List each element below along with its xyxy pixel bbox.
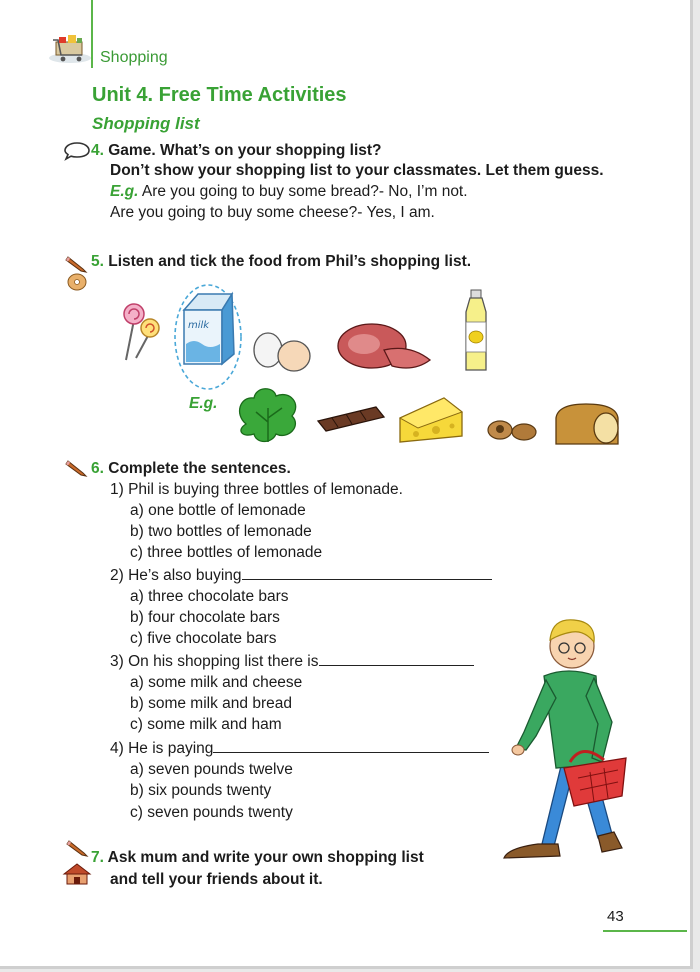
eggs-icon[interactable] bbox=[248, 330, 314, 374]
ex6-item3-option-a[interactable]: a) some milk and cheese bbox=[130, 674, 303, 691]
cheese-icon[interactable] bbox=[396, 394, 466, 446]
ex4-instruction: Don’t show your shopping list to your classmates. Let them guess. bbox=[110, 162, 604, 179]
answer-blank[interactable] bbox=[242, 565, 492, 580]
unit-title: Unit 4. Free Time Activities bbox=[92, 84, 347, 106]
cookies-icon[interactable] bbox=[484, 414, 540, 444]
ex4-example-1: E.g. Are you going to buy some bread?- No, I’m not. bbox=[110, 183, 468, 200]
ex6-item3-option-c[interactable]: c) some milk and ham bbox=[130, 716, 282, 733]
pencil-icon bbox=[66, 838, 90, 858]
ex6-item3-stem: 3) On his shopping list there is bbox=[110, 651, 474, 672]
page-number-rule bbox=[603, 930, 687, 932]
answer-blank[interactable] bbox=[213, 738, 489, 753]
ex6-item2-stem: 2) He’s also buying bbox=[110, 565, 492, 586]
boy-with-basket-illustration bbox=[498, 612, 638, 868]
lesson-subtitle: Shopping list bbox=[92, 114, 200, 133]
ex6-item3-option-b[interactable]: b) some milk and bread bbox=[130, 695, 292, 712]
ex6-heading: 6. Complete the sentences. bbox=[91, 460, 291, 477]
answer-blank[interactable] bbox=[319, 651, 474, 666]
pencil-icon bbox=[65, 254, 89, 274]
lemonade-bottle-icon[interactable] bbox=[458, 288, 494, 374]
ex7-line2: and tell your friends about it. bbox=[110, 871, 323, 888]
shopping-cart-icon bbox=[48, 34, 92, 64]
milk-label: milk bbox=[188, 320, 210, 331]
lettuce-icon[interactable] bbox=[232, 384, 304, 446]
ex6-item1-option-c[interactable]: c) three bottles of lemonade bbox=[130, 544, 323, 561]
lollipops-icon[interactable] bbox=[120, 300, 162, 362]
bread-icon[interactable] bbox=[550, 400, 624, 450]
ex6-item1-option-b[interactable]: b) two bottles of lemonade bbox=[130, 523, 312, 540]
ex6-item2-option-a[interactable]: a) three chocolate bars bbox=[130, 588, 289, 605]
section-label: Shopping bbox=[100, 49, 168, 66]
ex6-item4-option-c[interactable]: c) seven pounds twenty bbox=[130, 804, 293, 821]
ex4-example-2: Are you going to buy some cheese?- Yes, I am. bbox=[110, 204, 435, 221]
ex6-item4-stem: 4) He is paying bbox=[110, 738, 489, 759]
cd-icon bbox=[66, 272, 88, 292]
ex7-heading: 7. Ask mum and write your own shopping list bbox=[91, 849, 424, 866]
ex6-item4-option-b[interactable]: b) six pounds twenty bbox=[130, 782, 272, 799]
chocolate-bar-icon[interactable] bbox=[316, 403, 386, 435]
speech-bubble-icon bbox=[63, 141, 91, 161]
ham-icon[interactable] bbox=[334, 320, 434, 376]
home-icon bbox=[62, 862, 92, 886]
ex6-item4-option-a[interactable]: a) seven pounds twelve bbox=[130, 761, 293, 778]
ex5-example-label: E.g. bbox=[189, 395, 218, 412]
milk-carton-icon[interactable] bbox=[170, 282, 246, 392]
ex6-item2-option-b[interactable]: b) four chocolate bars bbox=[130, 609, 280, 626]
ex5-heading: 5. Listen and tick the food from Phil’s shopping list. bbox=[91, 253, 472, 270]
ex4-heading: 4. Game. What’s on your shopping list? bbox=[91, 142, 382, 159]
pencil-icon bbox=[65, 458, 89, 478]
ex6-item1-stem: 1) Phil is buying three bottles of lemonade. bbox=[110, 481, 403, 498]
ex6-item1-option-a[interactable]: a) one bottle of lemonade bbox=[130, 502, 306, 519]
page-number: 43 bbox=[607, 908, 624, 925]
ex6-item2-option-c[interactable]: c) five chocolate bars bbox=[130, 630, 277, 647]
